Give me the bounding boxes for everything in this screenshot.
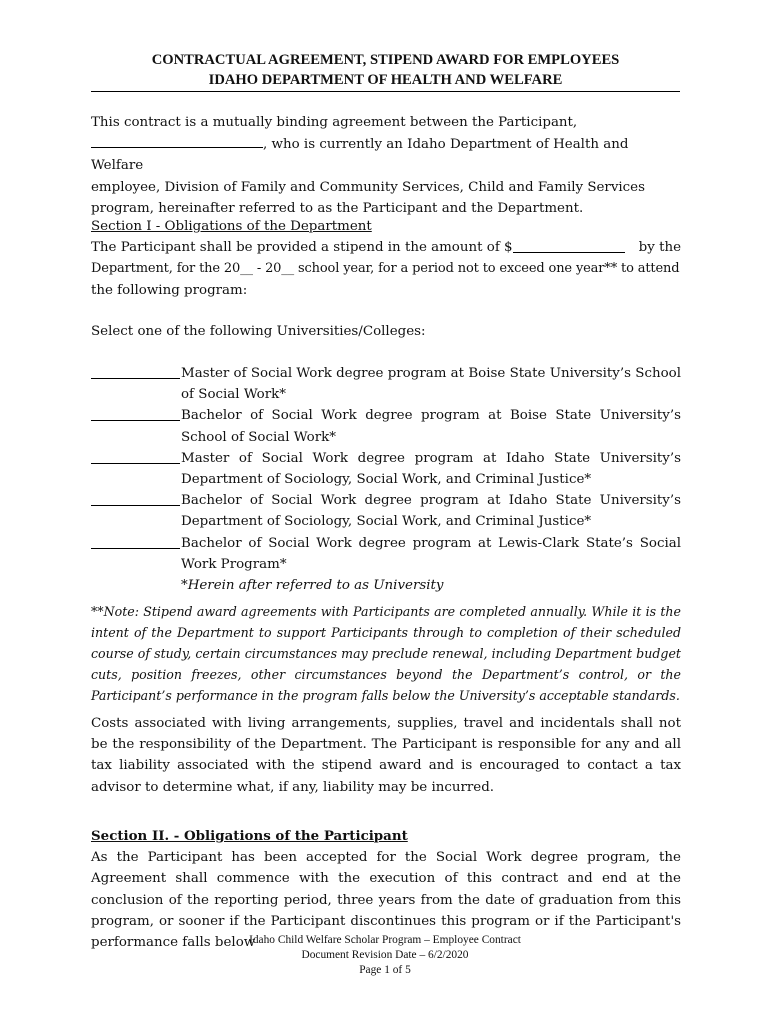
- program-option: [91, 363, 681, 405]
- stipend-line-1: [91, 237, 681, 258]
- document-title: [91, 50, 680, 92]
- intro-line-2-text: , who is currently an Idaho Department of Health and Welfare: [91, 137, 629, 174]
- select-prompt: Select one of the following Universities/Colleges:: [91, 324, 426, 339]
- stipend-by-text: by the: [638, 240, 681, 256]
- title-line-1: CONTRACTUAL AGREEMENT, STIPEND AWARD FOR EMPLOYEES: [151, 52, 620, 68]
- option-checkline[interactable]: [91, 548, 180, 549]
- option-checkline[interactable]: [91, 378, 180, 379]
- section-1-heading: Section I - Obligations of the Department: [91, 219, 372, 234]
- program-options: [91, 363, 681, 596]
- intro-line-2: [91, 133, 681, 176]
- footer-page-number: Page 1 of 5: [359, 964, 411, 976]
- stipend-amount-blank[interactable]: [513, 238, 625, 253]
- program-option: [91, 533, 681, 575]
- section-2-body: As the Participant has been accepted for the Social Work degree program, the Agreement shall commence with the execution of this contract and end at the conclusion of the reporting period, three years from the date of graduation from this program, or sooner if the Participant discontinues this program or if the Participant's performance falls below: [91, 850, 681, 951]
- footer-revision-date: Document Revision Date – 6/2/2020: [301, 949, 469, 961]
- costs-paragraph: Costs associated with living arrangements, supplies, travel and incidentals shall not be the responsibility of the Department. The Participant is responsible for any and all tax liability associated with the stipend award and is encouraged to contact a tax advisor to determine what, if any, liability may be incurred.: [91, 716, 681, 795]
- intro-line-3: employee, Division of Family and Community Services, Child and Family Services: [91, 179, 645, 195]
- option-label: Master of Social Work degree program at Idaho State University’s Department of Sociology, Social Work, and Criminal Justice*: [181, 450, 681, 488]
- participant-name-blank[interactable]: [91, 133, 263, 148]
- option-label: Master of Social Work degree program at Boise State University’s School of Social Work*: [181, 366, 681, 403]
- title-line-2: IDAHO DEPARTMENT OF HEALTH AND WELFARE: [208, 72, 563, 88]
- footer-program: Idaho Child Welfare Scholar Program – Employee Contract: [249, 934, 521, 946]
- option-label: Bachelor of Social Work degree program at Boise State University’s School of Social Work*: [181, 408, 681, 445]
- intro-line-4: program, hereinafter referred to as the Participant and the Department.: [91, 200, 584, 216]
- option-checkline[interactable]: [91, 505, 180, 506]
- stipend-text: The Participant shall be provided a stipend in the amount of $: [91, 240, 513, 256]
- section-2-heading: Section II. - Obligations of the Participant: [91, 828, 408, 844]
- option-label: Bachelor of Social Work degree program at Lewis-Clark State’s Social Work Program*: [181, 535, 681, 572]
- stipend-line-2: Department, for the 20__ - 20__ school year, for a period not to exceed one year** to attend: [91, 261, 680, 277]
- renewal-note: **Note: Stipend award agreements with Participants are completed annually. While it is the intent of the Department to support Participants through to completion of their scheduled course of study, certain circumstances may preclude renewal, including Department budget cuts, position freezes, other circumstances beyond the Department’s control, or the Participant’s performance in the program falls below the University’s acceptable standards.: [91, 604, 681, 703]
- intro-paragraph: [91, 112, 681, 219]
- program-option: [91, 490, 681, 532]
- program-option: [91, 405, 681, 447]
- page-footer: [0, 933, 770, 978]
- option-checkline[interactable]: [91, 420, 180, 421]
- intro-line-1: This contract is a mutually binding agreement between the Participant,: [91, 115, 578, 130]
- stipend-line-3: the following program:: [91, 282, 248, 298]
- option-label: Bachelor of Social Work degree program at Idaho State University’s Department of Sociology, Social Work, and Criminal Justice*: [181, 493, 681, 530]
- option-checkline[interactable]: [91, 463, 180, 464]
- section-1: [91, 216, 681, 301]
- herein-note: *Herein after referred to as University: [181, 578, 444, 594]
- program-option: [91, 448, 681, 490]
